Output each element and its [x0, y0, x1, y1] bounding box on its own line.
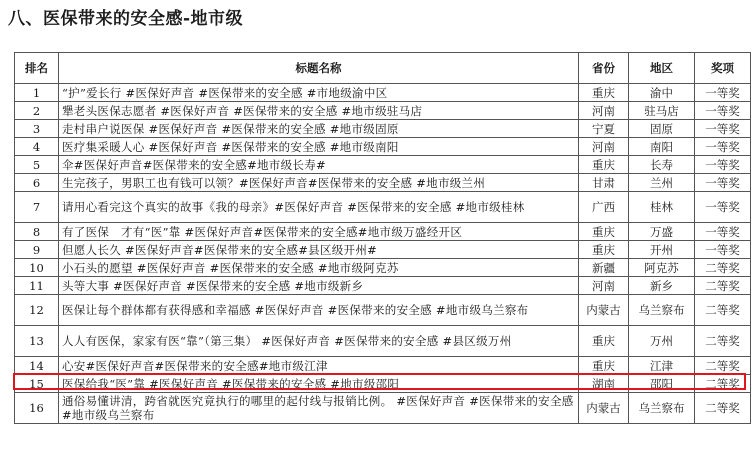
- cell-award: 一等奖: [695, 192, 751, 223]
- cell-province: 重庆: [579, 241, 629, 259]
- table-row: [15, 84, 751, 102]
- cell-area: 南阳: [629, 138, 695, 156]
- table-header-row: [15, 53, 751, 84]
- cell-award: 一等奖: [695, 120, 751, 138]
- cell-title: 通俗易懂讲清，跨省就医究竟执行的哪里的起付线与报销比例。 #医保好声音 #医保带来的安全感 #地市级乌兰察布: [59, 393, 579, 424]
- cell-rank: 8: [15, 223, 59, 241]
- cell-title: 人人有医保，家家有医“靠”（第三集） #医保好声音 #医保带来的安全感 #县区级万州: [59, 326, 579, 357]
- cell-award: 二等奖: [695, 326, 751, 357]
- cell-area: 江津: [629, 357, 695, 375]
- table-row: [15, 156, 751, 174]
- cell-award: 一等奖: [695, 174, 751, 192]
- cell-province: 重庆: [579, 84, 629, 102]
- table-row: [15, 138, 751, 156]
- cell-rank: 16: [15, 393, 59, 424]
- table-row: [15, 174, 751, 192]
- cell-rank: 2: [15, 102, 59, 120]
- table-row: [15, 375, 751, 393]
- cell-title: 医保让每个群体都有获得感和幸福感 #医保好声音 #医保带来的安全感 #地市级乌兰察布: [59, 295, 579, 326]
- cell-area: 新乡: [629, 277, 695, 295]
- cell-province: 新疆: [579, 259, 629, 277]
- cell-area: 驻马店: [629, 102, 695, 120]
- cell-title: 伞#医保好声音#医保带来的安全感#地市级长寿#: [59, 156, 579, 174]
- cell-rank: 15: [15, 375, 59, 393]
- cell-title: 生完孩子，男职工也有钱可以领？#医保好声音#医保带来的安全感 #地市级兰州: [59, 174, 579, 192]
- header-award: 奖项: [695, 53, 751, 84]
- cell-award: 二等奖: [695, 259, 751, 277]
- cell-province: 河南: [579, 277, 629, 295]
- cell-rank: 4: [15, 138, 59, 156]
- cell-title: 有了医保 才有“医”靠 #医保好声音#医保带来的安全感#地市级万盛经开区: [59, 223, 579, 241]
- cell-title: 医保给我“医”靠 #医保好声音 #医保带来的安全感 #地市级邵阳: [59, 375, 579, 393]
- header-area: 地区: [629, 53, 695, 84]
- cell-award: 一等奖: [695, 84, 751, 102]
- cell-rank: 5: [15, 156, 59, 174]
- section-heading: 八、医保带来的安全感-地市级: [8, 9, 244, 29]
- cell-title: 心安#医保好声音#医保带来的安全感#地市级江津: [59, 357, 579, 375]
- cell-rank: 3: [15, 120, 59, 138]
- cell-award: 一等奖: [695, 223, 751, 241]
- header-province: 省份: [579, 53, 629, 84]
- cell-title: 走村串户说医保 #医保好声音 #医保带来的安全感 #地市级固原: [59, 120, 579, 138]
- cell-title: 小石头的愿望 #医保好声音 #医保带来的安全感 #地市级阿克苏: [59, 259, 579, 277]
- cell-province: 宁夏: [579, 120, 629, 138]
- cell-award: 一等奖: [695, 102, 751, 120]
- cell-title: 请用心看完这个真实的故事《我的母亲》#医保好声音 #医保带来的安全感 #地市级桂林: [59, 192, 579, 223]
- awards-table: [14, 52, 751, 424]
- table-row: [15, 259, 751, 277]
- cell-area: 邵阳: [629, 375, 695, 393]
- table-row: [15, 326, 751, 357]
- cell-province: 重庆: [579, 357, 629, 375]
- cell-award: 二等奖: [695, 357, 751, 375]
- cell-area: 渝中: [629, 84, 695, 102]
- cell-area: 乌兰察布: [629, 295, 695, 326]
- table-row: [15, 357, 751, 375]
- cell-area: 万盛: [629, 223, 695, 241]
- cell-rank: 9: [15, 241, 59, 259]
- table-row: [15, 295, 751, 326]
- table-row: [15, 102, 751, 120]
- cell-province: 内蒙古: [579, 295, 629, 326]
- cell-award: 一等奖: [695, 156, 751, 174]
- cell-award: 二等奖: [695, 277, 751, 295]
- table-row: [15, 241, 751, 259]
- cell-title: 但愿人长久 #医保好声音#医保带来的安全感#县区级开州#: [59, 241, 579, 259]
- header-rank: 排名: [15, 53, 59, 84]
- cell-title: 犟老头医保志愿者 #医保好声音 #医保带来的安全感 #地市级驻马店: [59, 102, 579, 120]
- cell-award: 二等奖: [695, 375, 751, 393]
- cell-rank: 6: [15, 174, 59, 192]
- cell-rank: 10: [15, 259, 59, 277]
- cell-area: 长寿: [629, 156, 695, 174]
- cell-title: “护”爱长行 #医保好声音 #医保带来的安全感 #市地级渝中区: [59, 84, 579, 102]
- cell-award: 一等奖: [695, 138, 751, 156]
- cell-province: 重庆: [579, 223, 629, 241]
- cell-province: 广西: [579, 192, 629, 223]
- cell-area: 兰州: [629, 174, 695, 192]
- table-row: [15, 393, 751, 424]
- cell-province: 内蒙古: [579, 393, 629, 424]
- cell-area: 阿克苏: [629, 259, 695, 277]
- cell-award: 二等奖: [695, 295, 751, 326]
- cell-area: 固原: [629, 120, 695, 138]
- table-row: [15, 192, 751, 223]
- cell-area: 桂林: [629, 192, 695, 223]
- cell-province: 重庆: [579, 326, 629, 357]
- cell-rank: 1: [15, 84, 59, 102]
- cell-province: 河南: [579, 138, 629, 156]
- cell-title: 头等大事 #医保好声音 #医保带来的安全感 #地市级新乡: [59, 277, 579, 295]
- table-body: [15, 84, 751, 424]
- cell-province: 河南: [579, 102, 629, 120]
- header-title: 标题名称: [59, 53, 579, 84]
- cell-area: 万州: [629, 326, 695, 357]
- cell-rank: 12: [15, 295, 59, 326]
- table-row: [15, 120, 751, 138]
- cell-province: 重庆: [579, 156, 629, 174]
- cell-rank: 14: [15, 357, 59, 375]
- cell-award: 一等奖: [695, 241, 751, 259]
- cell-title: 医疗集采暖人心 #医保好声音 #医保带来的安全感 #地市级南阳: [59, 138, 579, 156]
- cell-area: 开州: [629, 241, 695, 259]
- cell-rank: 7: [15, 192, 59, 223]
- table-row: [15, 277, 751, 295]
- table-row: [15, 223, 751, 241]
- cell-rank: 11: [15, 277, 59, 295]
- cell-area: 乌兰察布: [629, 393, 695, 424]
- cell-province: 甘肃: [579, 174, 629, 192]
- cell-province: 湖南: [579, 375, 629, 393]
- cell-award: 二等奖: [695, 393, 751, 424]
- cell-rank: 13: [15, 326, 59, 357]
